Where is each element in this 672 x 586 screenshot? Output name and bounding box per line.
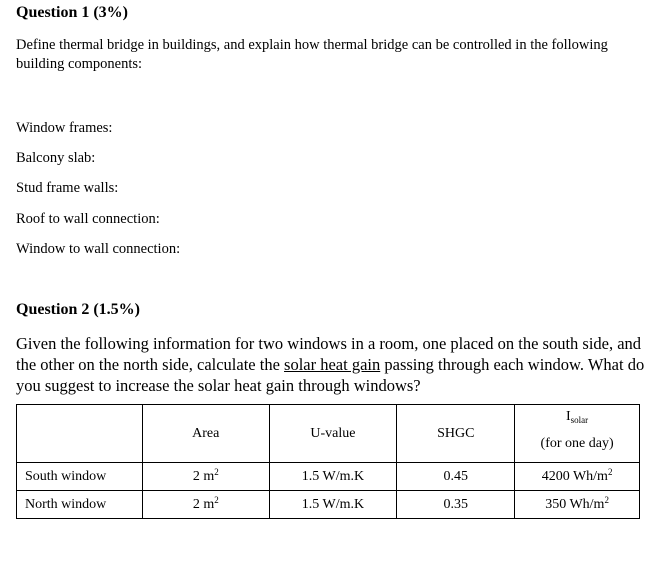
- question-1-text: Define thermal bridge in buildings, and explain how thermal bridge can be controlled in the following building components:: [16, 37, 608, 72]
- cell-area: 2 $m^2$: [142, 491, 269, 519]
- component-window-frames: Window frames:: [16, 120, 113, 136]
- component-stud-frame-walls: Stud frame walls:: [16, 180, 119, 196]
- component-window-wall-connection: Window to wall connection:: [16, 241, 181, 257]
- table-row: [17, 491, 640, 519]
- question-2-title: Question 2 (1.5%): [16, 301, 140, 318]
- component-roof-wall-connection: Roof to wall connection:: [16, 211, 160, 227]
- cell-isolar: 4200 $Wh/m^2$: [515, 463, 640, 491]
- cell-isolar: 350 $Wh/m^2$: [515, 491, 640, 519]
- header-area: Area: [142, 405, 269, 463]
- cell-u-value: 1.5 W/m.K: [269, 491, 397, 519]
- table-header-row: [17, 405, 640, 463]
- cell-shgc: 0.35: [397, 491, 515, 519]
- question-2-text: [16, 333, 646, 396]
- header-isolar: [515, 405, 640, 463]
- question-1-title: Question 1 (3%): [16, 4, 128, 21]
- cell-u-value: 1.5 W/m.K: [269, 463, 397, 491]
- question-2-text-after: passing through each window. What do you suggest to increase the solar heat gain through windows?: [16, 355, 645, 395]
- isolar-note: (for one day): [540, 436, 614, 451]
- cell-area: 2 $m^2$: [142, 463, 269, 491]
- row-label: North window: [17, 491, 143, 519]
- component-balcony-slab: Balcony slab:: [16, 150, 96, 166]
- windows-table: [16, 404, 640, 519]
- header-u-value: U-value: [269, 405, 397, 463]
- question-2-text-before: Given the following information for two windows in a room, one placed on the south side, and the other on the north side, calculate the: [16, 334, 642, 374]
- header-blank: [17, 405, 143, 463]
- table-row: [17, 463, 640, 491]
- isolar-symbol: $I_{solar}$: [566, 409, 589, 425]
- row-label: South window: [17, 463, 143, 491]
- solar-heat-gain-term: solar heat gain: [284, 355, 381, 374]
- header-shgc: SHGC: [397, 405, 515, 463]
- cell-shgc: 0.45: [397, 463, 515, 491]
